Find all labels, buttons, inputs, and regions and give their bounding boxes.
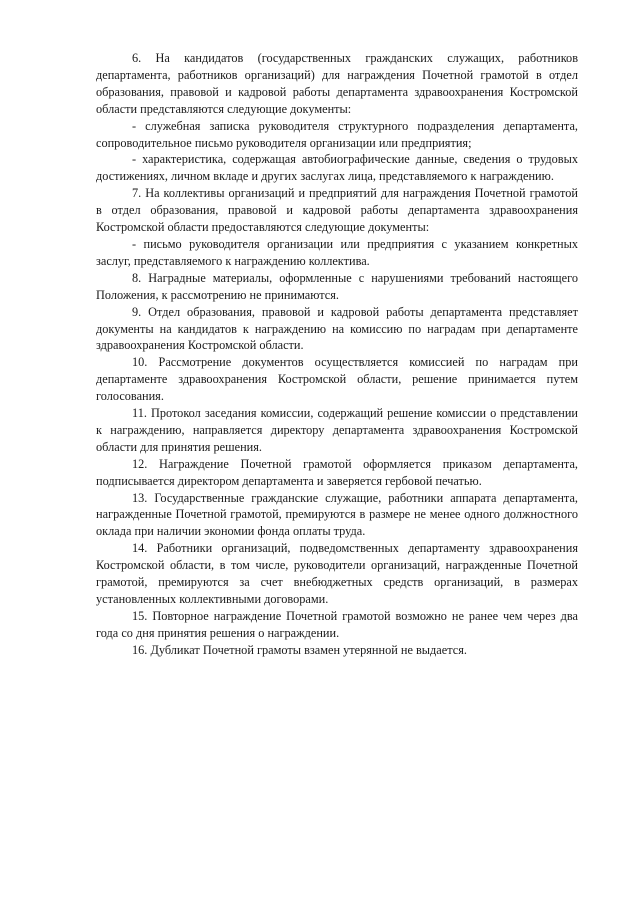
paragraph-item15: 15. Повторное награждение Почетной грамотой возможно не ранее чем через два года со дня принятия решения о награждении. <box>96 608 578 640</box>
paragraph-item16: 16. Дубликат Почетной грамоты взамен утерянной не выдается. <box>132 642 467 657</box>
paragraph-item10: 10. Рассмотрение документов осуществляется комиссией по наградам при департаменте здравоохранения Костромской области, решение принимается путем голосования. <box>96 355 578 404</box>
paragraph-item11: 11. Протокол заседания комиссии, содержащий решение комиссии о представлении к награждению, направляется директору департамента здравоохранения Костромской области для принятия решения. <box>96 406 578 454</box>
paragraph-item7: 7. На коллективы организаций и предприятий для награждения Почетной грамотой в отдел образования, правовой и кадровой работы департамента здравоохранения Костромской области предоставляются следующие документы: <box>96 186 578 235</box>
paragraph-item8: 8. Наградные материалы, оформленные с нарушениями требований настоящего Положения, к рассмотрению не принимаются. <box>96 270 578 302</box>
paragraph-item13: 13. Государственные гражданские служащие, работники аппарата департамента, награжденные Почетной грамотой, премируются в размере не менее одного должностного оклада при наличии экономии фонда оплаты труда. <box>96 490 578 539</box>
paragraph-item6-doc2: - характеристика, содержащая автобиографические данные, сведения о трудовых достижениях, личном вкладе и других заслугах лица, представляемого к награждению. <box>96 152 578 184</box>
paragraph-item6-doc1: - служебная записка руководителя структурного подразделения департамента, сопроводительное письмо руководителя организации или предприятия; <box>96 118 578 150</box>
paragraph-item14: 14. Работники организаций, подведомственных департаменту здравоохранения Костромской области, в том числе, руководители организаций, награжденные Почетной грамотой, премируются за счет внебюджетных средств организаций, в размерах установленных коллективными договорами. <box>96 541 578 606</box>
paragraph-item9: 9. Отдел образования, правовой и кадровой работы департамента представляет документы на кандидатов к награждению на комиссию по наградам при департаменте здравоохранения Костромской области. <box>96 304 578 353</box>
paragraph-item7-doc1: - письмо руководителя организации или предприятия с указанием конкретных заслуг, представляемого к награждению коллектива. <box>96 236 578 268</box>
paragraph-item12: 12. Награждение Почетной грамотой оформляется приказом департамента, подписывается директором департамента и заверяется гербовой печатью. <box>96 456 578 488</box>
paragraph-item6: 6. На кандидатов (государственных гражданских служащих, работников департамента, работников организаций) для награждения Почетной грамотой в отдел образования, правовой и кадровой работы департамента здравоохранения Костромской области представляются следующие документы: <box>96 51 578 116</box>
